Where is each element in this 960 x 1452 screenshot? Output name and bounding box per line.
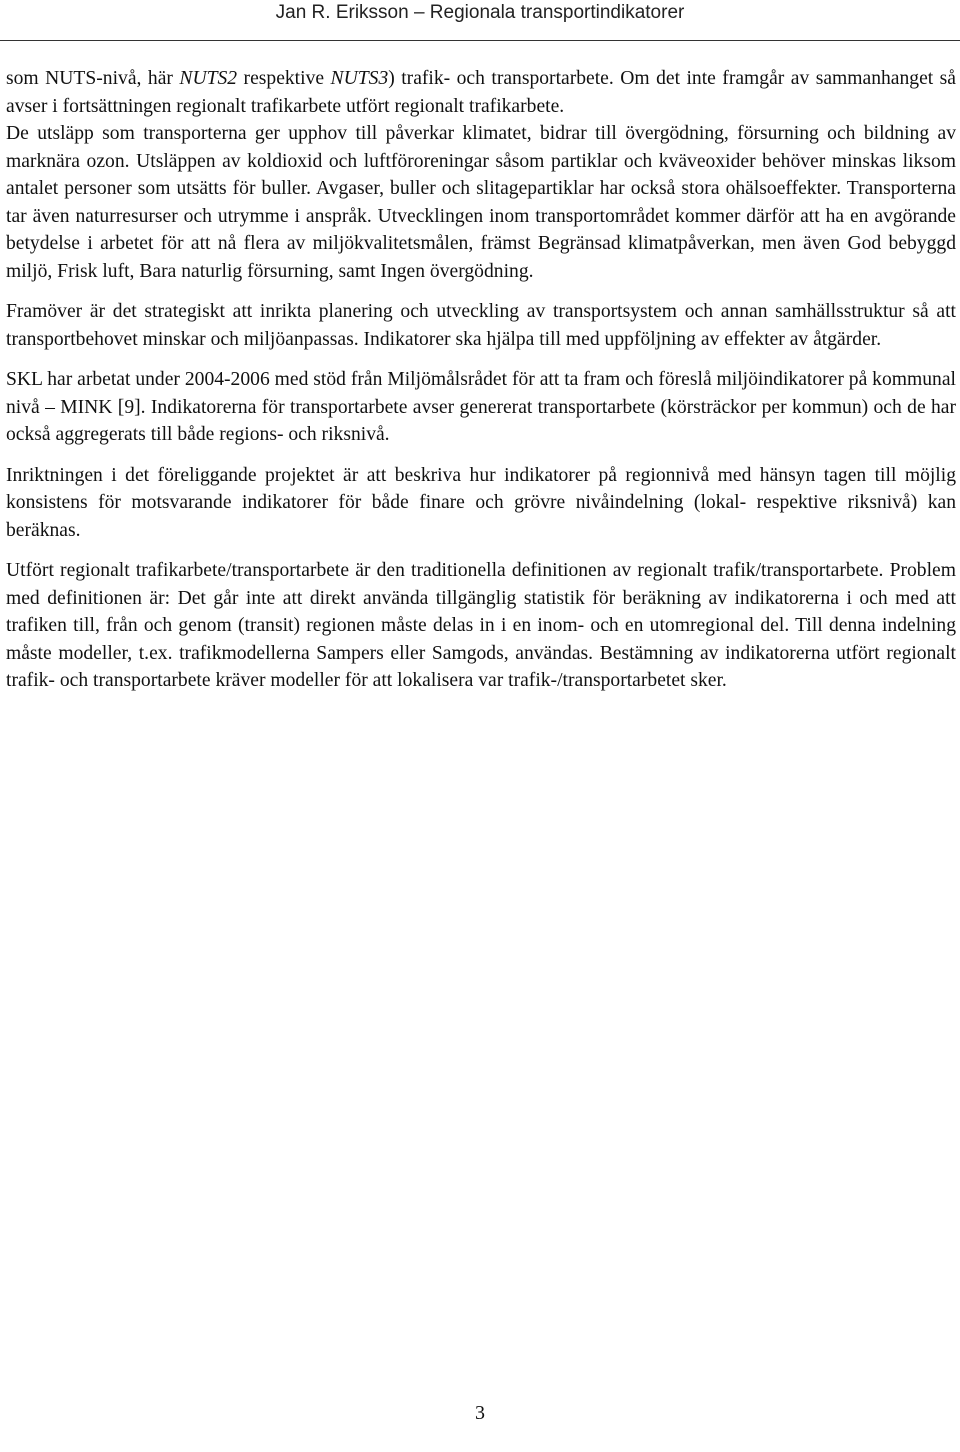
paragraph-1-text-a: som NUTS-nivå, här <box>6 68 180 89</box>
paragraph-1 <box>6 65 956 120</box>
paragraph-3: Framöver är det strategiskt att inrikta planering och utveckling av transportsystem och annan samhällsstruktur så att transportbehovet minskar och miljöanpassas. Indikatorer ska hjälpa till med uppföljning av effekter av åtgärder. <box>6 301 956 350</box>
nuts3-term: NUTS3 <box>330 68 389 89</box>
paragraph-1-text-c: ) trafik- och transportarbete. Om det inte framgår av sammanhanget så avser i fortsättningen regionalt trafikarbete utfört regionalt trafikarbete. <box>6 68 957 117</box>
paragraph-1-text-b: respektive <box>237 68 331 89</box>
paragraph-5: Inriktningen i det föreliggande projektet är att beskriva hur indikatorer på regionnivå med hänsyn tagen till möjlig konsistens för motsvarande indikatorer för både finare och grövre nivåindelning (lokal- respektive riksnivå) kan beräknas. <box>6 464 956 541</box>
paragraph-2: De utsläpp som transporterna ger upphov till påverkar klimatet, bidrar till övergödning, försurning och bildning av marknära ozon. Utsläppen av koldioxid och luftföroreningar såsom partiklar och kväveoxider behöver minskas liksom antalet personer som utsätts för buller. Avgaser, buller och slitagepartiklar har också stora ohälsoeffekter. Transporterna tar även naturresurser och utrymme i anspråk. Utvecklingen inom transportområdet kommer därför att ha en avgörande betydelse i arbetet för att nå flera av miljökvalitetsmålen, främst Begränsad klimatpåverkan, men även God bebyggd miljö, Frisk luft, Bara naturlig försurning, samt Ingen övergödning. <box>6 123 956 282</box>
paragraph-4: SKL har arbetat under 2004-2006 med stöd från Miljömålsrådet för att ta fram och föreslå miljöindikatorer på kommunal nivå – MINK [9]. Indikatorerna för transportarbete avser genererat transportarbete (körsträckor per kommun) och de har också aggregerats till både regions- och riksnivå. <box>6 369 956 445</box>
body-text <box>6 65 956 708</box>
header-rule <box>0 40 960 41</box>
nuts2-term: NUTS2 <box>179 68 238 89</box>
running-header: Jan R. Eriksson – Regionala transportindikatorer <box>275 2 685 23</box>
page-number: 3 <box>475 1402 485 1424</box>
paragraph-6: Utfört regionalt trafikarbete/transportarbete är den traditionella definitionen av regionalt trafik/transportarbete. Problem med definitionen är: Det går inte att direkt använda tillgänglig statistik för beräkning av indikatorerna i och med att trafiken till, från och genom (transit) regionen måste delas in i en inom- och en utomregional del. Till denna indelning måste modeller, t.ex. trafikmodellerna Sampers eller Samgods, användas. Bestämning av indikatorerna utfört regionalt trafik- och transportarbete kräver modeller för att lokalisera var trafik-/transportarbetet sker. <box>6 560 956 691</box>
